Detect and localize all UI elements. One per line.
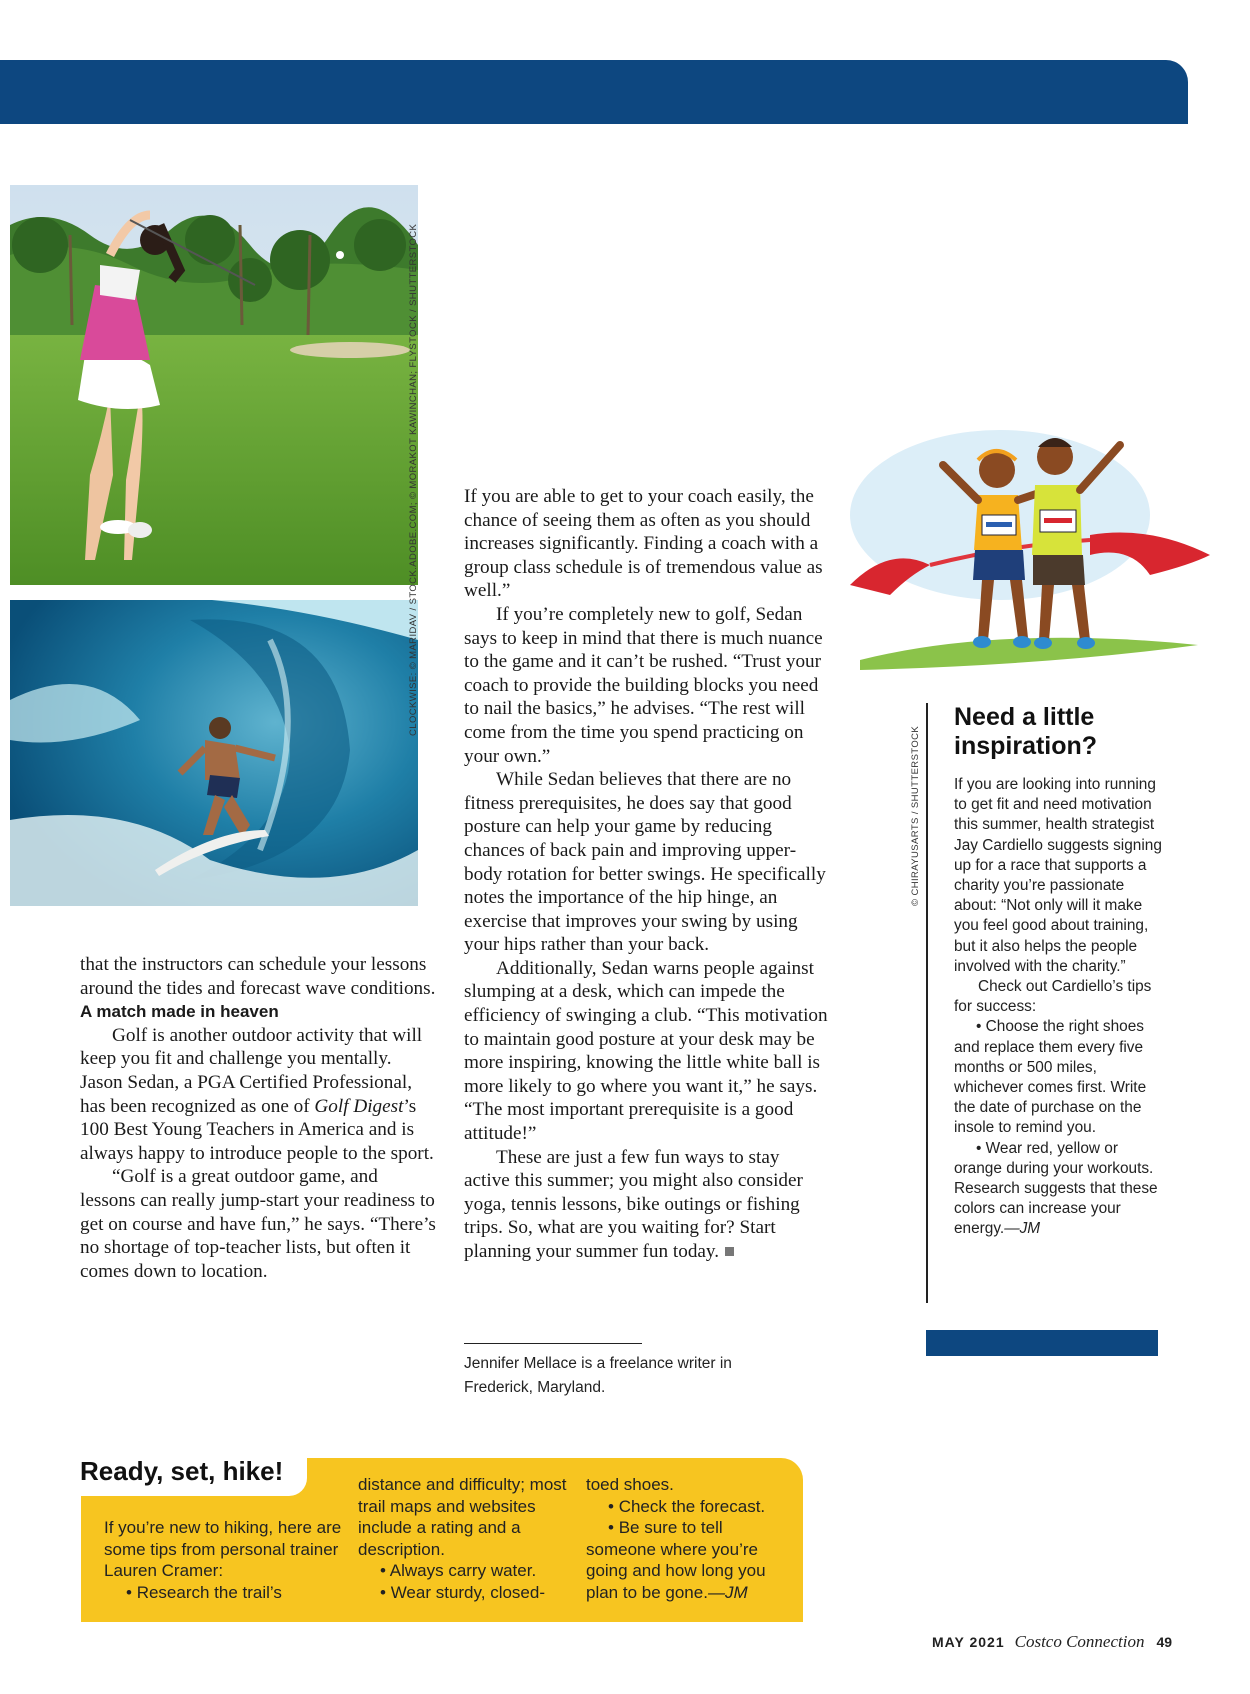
page-number: 49 xyxy=(1156,1634,1173,1650)
end-mark-icon xyxy=(725,1247,734,1256)
illustration-credit: © CHIRAYUSARTS / SHUTTERSTOCK xyxy=(910,725,921,906)
hike-tip-continued: distance and difficulty; most trail maps and websites include a rating and a description. xyxy=(358,1475,567,1559)
left-text-column xyxy=(80,953,436,1283)
tip-item: • Choose the right shoes and replace them every five months or 500 miles, whichever comes first. Write the date of purchase on the insole to remind you. xyxy=(954,1018,1147,1137)
paragraph: Golf is another outdoor activity that will keep you fit and challenge you mentally. Jason Sedan, a PGA Certified Professional, has been recognized as one of Golf Digest’s 100 Best Young Teachers in America and is always happy to introduce people to the sport. xyxy=(80,1024,434,1164)
runners-illustration xyxy=(850,425,1220,690)
hike-tip: • Always carry water. xyxy=(380,1561,537,1580)
hike-column-1 xyxy=(104,1517,344,1603)
sidebar-paragraph: If you are looking into running to get fit and need motivation this summer, health strategist Jay Cardiello suggests signing up for a race that supports a charity you’re passionate about: “Not only will it make you feel good about training, but it also helps the people involved with the charity.” xyxy=(954,776,1162,975)
sidebar-paragraph: Check out Cardiello’s tips for success: xyxy=(954,978,1152,1016)
hike-tip-continued: toed shoes. xyxy=(586,1475,674,1494)
sidebar-rule xyxy=(926,703,928,1303)
hike-column-2 xyxy=(358,1474,573,1603)
photo-credit: CLOCKWISE: © MARIDAV / STOCK.ADOBE.COM; © MORAKOT KAWINCHAN; FLYSTOCK / SHUTTERSTOCK xyxy=(408,223,419,736)
hike-tip: • Check the forecast. xyxy=(608,1496,766,1516)
paragraph: Additionally, Sedan warns people against slumping at a desk, which can impede the efficiency of swinging a club. “This motivation to maintain good posture at your desk may be more inspiring, knowing the little white ball is more likely to go where you want it,” he says. “The most important prerequisite is a good attitude!” xyxy=(464,957,828,1145)
issue-date: MAY 2021 xyxy=(932,1634,1005,1650)
magazine-name: Costco Connection xyxy=(1014,1632,1145,1651)
paragraph: If you’re completely new to golf, Sedan says to keep in mind that there is much nuance to the game and it can’t be rushed. “Trust your coach to provide the building blocks you need to nail the basics,” he advises. “The rest will come from the time you spend practicing on your own.” xyxy=(464,603,823,767)
section-subhead: A match made in heaven xyxy=(80,1002,279,1022)
golfer-photo xyxy=(10,185,418,585)
tip-item: • Wear red, yellow or orange during your workouts. Research suggests that these colors can increase your energy.—JM xyxy=(954,1139,1158,1238)
paragraph: that the instructors can schedule your lessons around the tides and forecast wave conditions. xyxy=(80,954,436,999)
hike-tip: • Wear sturdy, closed- xyxy=(380,1582,545,1602)
header-banner xyxy=(0,60,1188,124)
paragraph: These are just a few fun ways to stay active this summer; you might also consider yoga, tennis lessons, bike outings or fishing trips. So, what are you waiting for? Start planning your summer fun today. xyxy=(464,1146,803,1262)
author-bio: Jennifer Mellace is a freelance writer in Frederick, Maryland. xyxy=(464,1355,732,1396)
hike-tip: • Be sure to tell someone where you’re going and how long you plan to be gone.—JM xyxy=(586,1518,766,1602)
hike-title: Ready, set, hike! xyxy=(80,1456,284,1486)
hike-column-3 xyxy=(586,1474,791,1603)
sidebar-footer-bar xyxy=(926,1330,1158,1356)
magazine-title: Golf Digest xyxy=(314,1095,404,1117)
middle-text-column xyxy=(464,485,829,1264)
surfer-photo xyxy=(10,600,418,906)
sidebar-title: Need a little inspiration? xyxy=(954,703,1098,760)
bio-divider xyxy=(464,1343,642,1344)
hike-intro: If you’re new to hiking, here are some tips from personal trainer Lauren Cramer: xyxy=(104,1518,342,1580)
paragraph: If you are able to get to your coach easily, the chance of seeing them as often as you should increases significantly. Finding a coach with a group class schedule is of tremendous value as well.” xyxy=(464,486,823,602)
paragraph: While Sedan believes that there are no fitness prerequisites, he does say that good posture can help your game by reducing chances of back pain and improving upper-body rotation for better swings. He specifically notes the importance of the hip hinge, an exercise that improves your swing by using your hips rather than your back. xyxy=(464,769,826,956)
paragraph: “Golf is a great outdoor game, and lessons can really jump-start your readiness to get on course and have fun,” he says. “There’s no shortage of top-teacher lists, but often it comes down to location. xyxy=(80,1166,436,1282)
page-folio xyxy=(932,1632,1172,1652)
inspiration-sidebar xyxy=(954,703,1169,1240)
hike-tip: • Research the trail’s xyxy=(126,1582,282,1602)
